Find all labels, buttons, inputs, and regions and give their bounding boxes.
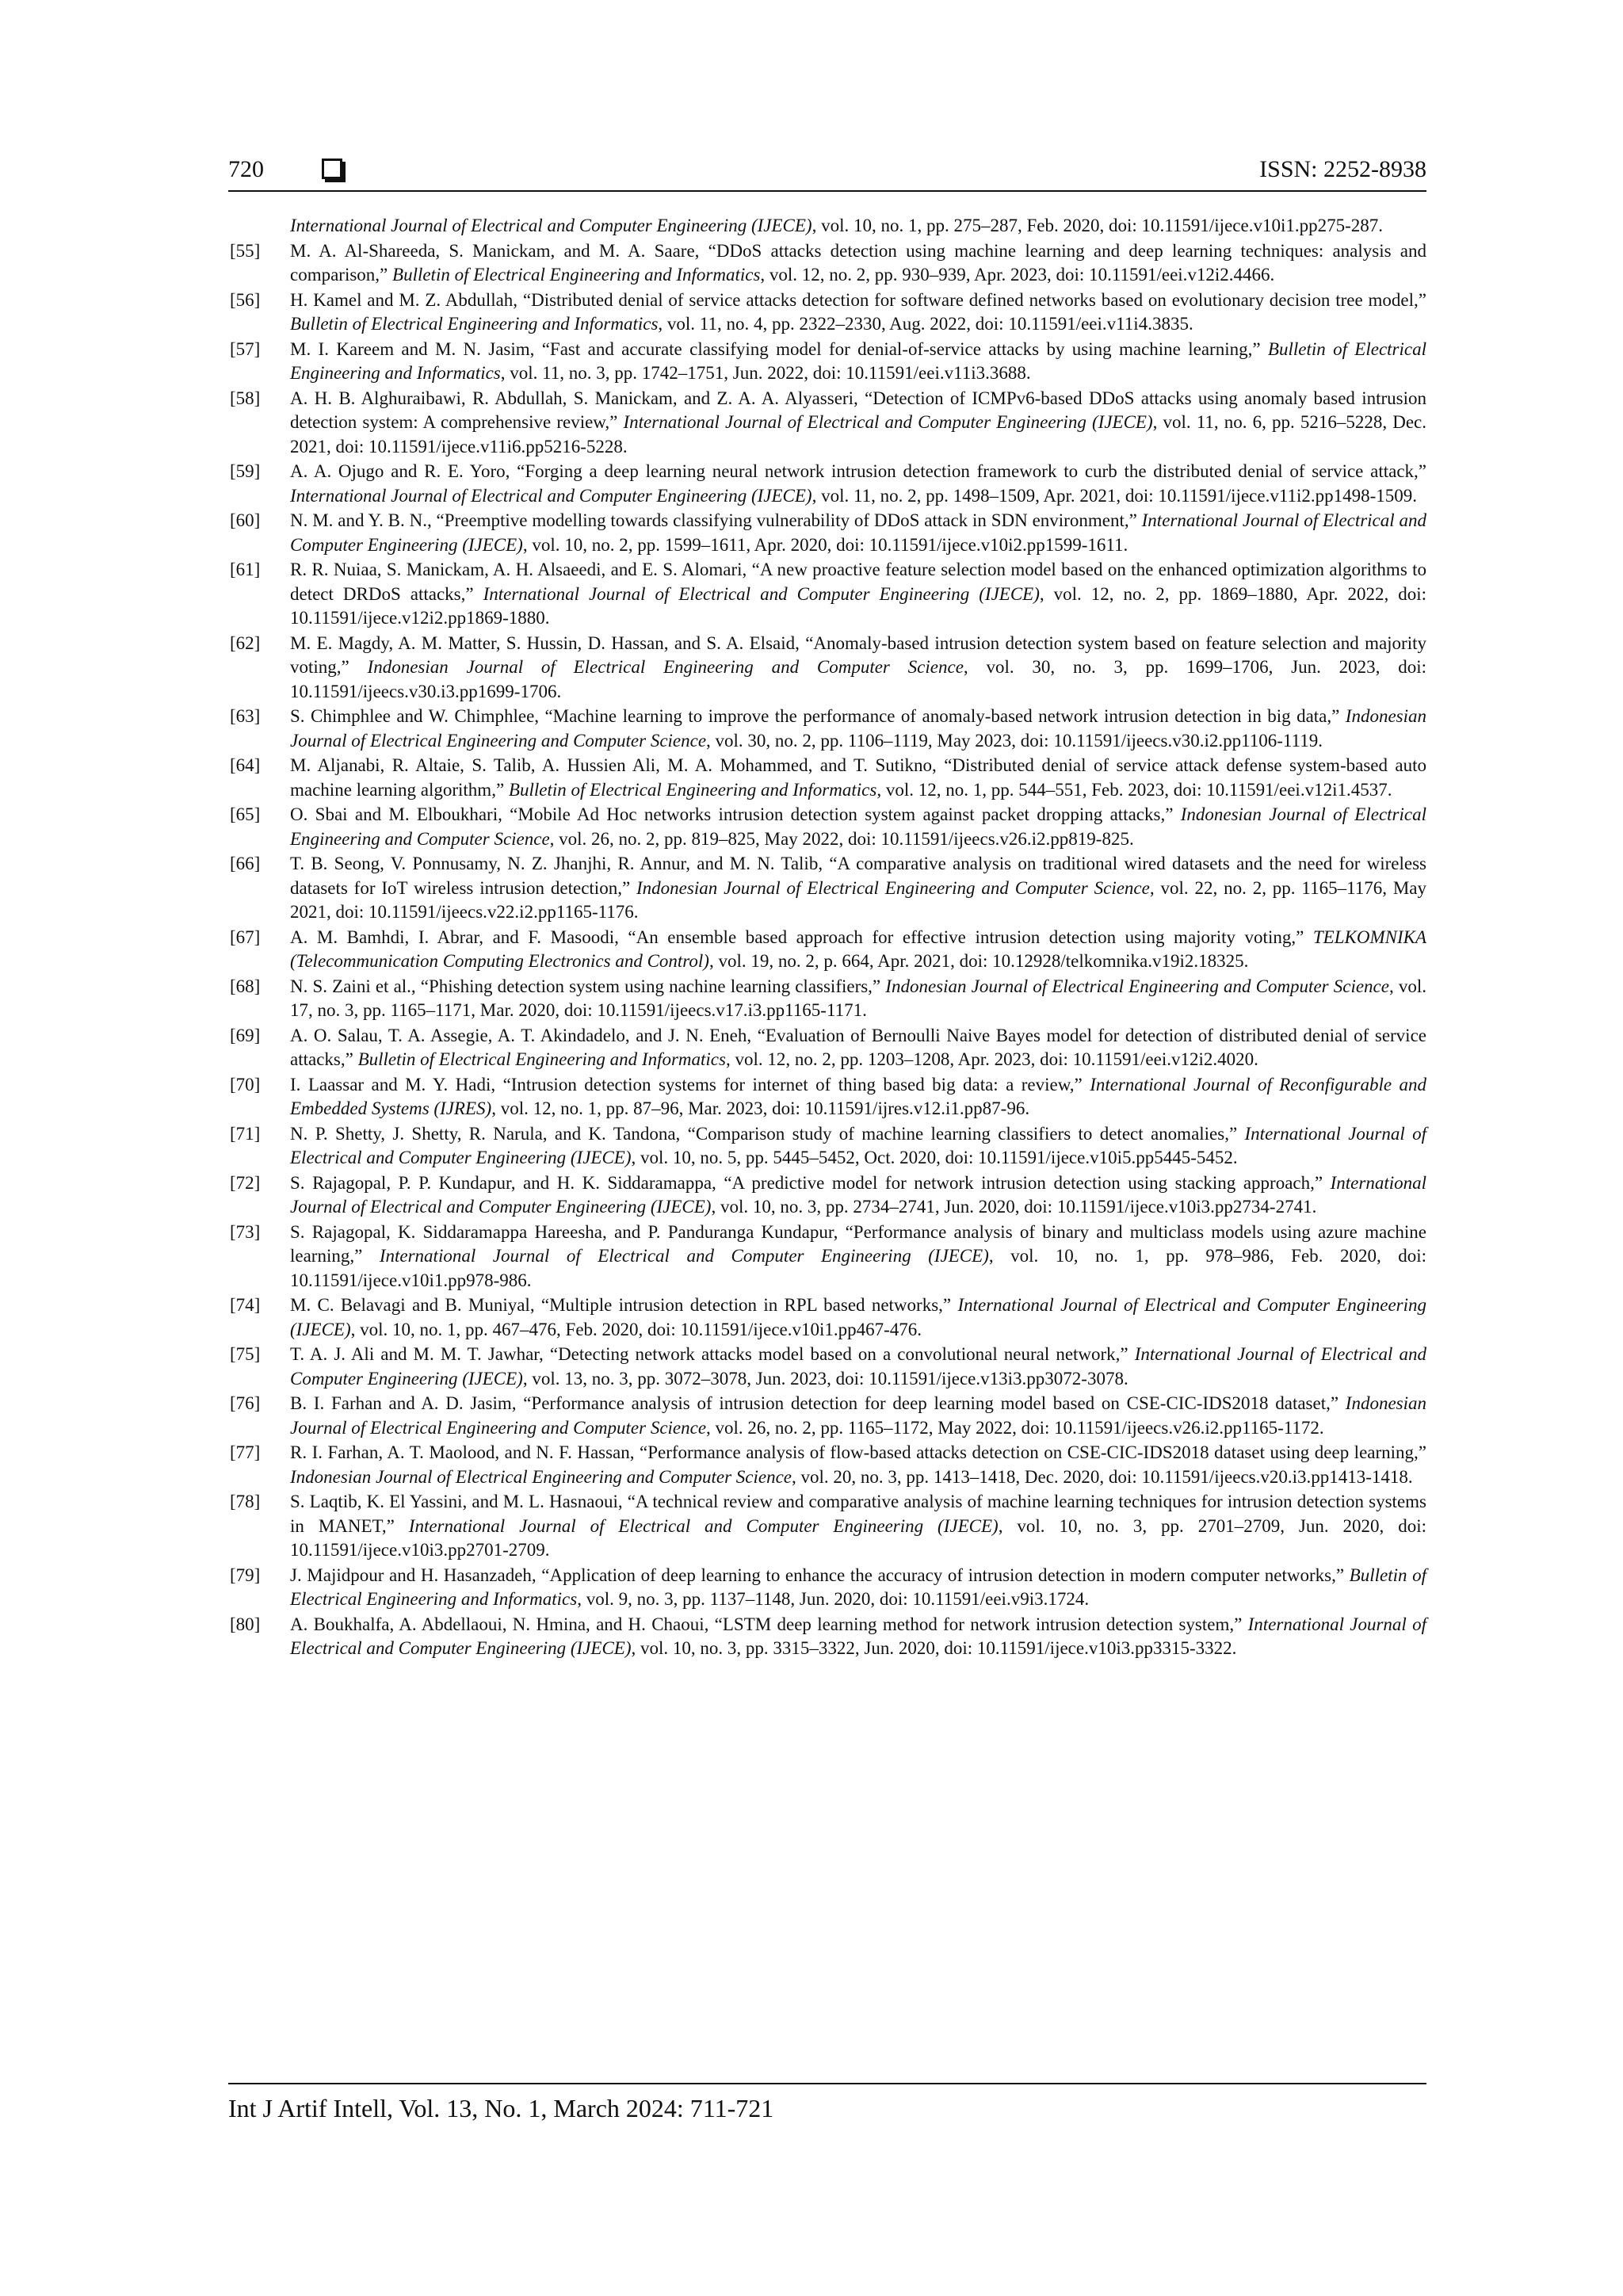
reference-item [228,754,1426,802]
reference-journal: TELKOMNIKA (Telecommunication Computing Electronics and Control) [290,926,1426,971]
reference-venue-details: , vol. 12, no. 2, pp. 930–939, Apr. 2023, doi: 10.11591/eei.v12i2.4466. [760,265,1275,285]
reference-venue-details: , vol. 17, no. 3, pp. 1165–1171, Mar. 2020, doi: 10.11591/ijeecs.v17.i3.pp1165-1171. [290,976,1426,1020]
reference-authors-title: H. Kamel and M. Z. Abdullah, “Distributed denial of service attacks detection for software defined networks based on evolutionary decision tree model,” [290,289,1426,310]
reference-authors-title: A. Boukhalfa, A. Abdellaoui, N. Hmina, and H. Chaoui, “LSTM deep learning method for network intrusion detection system,” [290,1614,1248,1634]
reference-item [228,1024,1426,1072]
reference-venue-details: , vol. 20, no. 3, pp. 1413–1418, Dec. 2020, doi: 10.11591/ijeecs.v20.i3.pp1413-1418. [792,1466,1413,1487]
reference-authors-title: S. Chimphlee and W. Chimphlee, “Machine learning to improve the performance of anomaly-based network intrusion detection in big data,” [290,706,1346,726]
reference-journal: International Journal of Electrical and Computer Engineering (IJECE) [408,1515,999,1536]
reference-item [228,338,1426,386]
reference-item [228,509,1426,557]
reference-number: [73] [230,1221,261,1242]
reference-journal: International Journal of Electrical and Computer Engineering (IJECE) [290,510,1426,555]
reference-authors-title: T. B. Seong, V. Ponnusamy, N. Z. Jhanjhi, R. Annur, and M. N. Talib, “A comparative analysis on traditional wired datasets and the need for wireless datasets for IoT wireless intrusion detection,” [290,854,1426,898]
reference-authors-title: A. O. Salau, T. A. Assegie, A. T. Akindadelo, and J. N. Eneh, “Evaluation of Bernoulli Naive Bayes model for detection of distributed denial of service attacks,” [290,1025,1426,1069]
reference-item [228,1073,1426,1121]
reference-number: [63] [230,706,261,726]
reference-authors-title: O. Sbai and M. Elboukhari, “Mobile Ad Hoc networks intrusion detection system against packet dropping attacks,” [290,804,1181,824]
reference-authors-title: T. A. J. Ali and M. M. T. Jawhar, “Detecting network attacks model based on a convolutional neural network,” [290,1344,1135,1364]
reference-number: [76] [230,1393,261,1413]
footer-rule [228,2083,1426,2084]
issn: ISSN: 2252-8938 [1259,156,1426,182]
reference-journal: International Journal of Electrical and Computer Engineering (IJECE) [290,1344,1426,1389]
reference-venue-details: , vol. 12, no. 2, pp. 1203–1208, Apr. 2023, doi: 10.11591/eei.v12i2.4020. [725,1049,1258,1069]
reference-journal: Bulletin of Electrical Engineering and Informatics [392,265,761,285]
reference-item [228,1221,1426,1293]
reference-number: [78] [230,1492,261,1511]
reference-venue-details: , vol. 12, no. 1, pp. 87–96, Mar. 2023, doi: 10.11591/ijres.v12.i1.pp87-96. [491,1098,1030,1118]
reference-authors-title: S. Rajagopal, K. Siddaramappa Hareesha, and P. Panduranga Kundapur, “Performance analysis of binary and multiclass models using azure machine learning,” [290,1221,1426,1266]
reference-authors-title: B. I. Farhan and A. D. Jasim, “Performance analysis of intrusion detection for deep learning model based on CSE-CIC-IDS2018 dataset,” [290,1393,1346,1413]
reference-venue-details: , vol. 26, no. 2, pp. 1165–1172, May 2022, doi: 10.11591/ijeecs.v26.i2.pp1165-1172. [706,1417,1324,1438]
reference-item [228,1613,1426,1661]
reference-venue-details: , vol. 11, no. 3, pp. 1742–1751, Jun. 2022, doi: 10.11591/eei.v11i3.3688. [500,363,1031,383]
reference-item [228,387,1426,460]
reference-number: [69] [230,1025,261,1045]
reference-authors-title: S. Rajagopal, P. P. Kundapur, and H. K. Siddaramappa, “A predictive model for network intrusion detection using stacking approach,” [290,1172,1331,1193]
reference-authors-title: M. E. Magdy, A. M. Matter, S. Hussin, D. Hassan, and S. A. Elsaid, “Anomaly-based intrusion detection system based on feature selection and majority voting,” [290,632,1426,677]
reference-item [228,1441,1426,1489]
footer-citation: Int J Artif Intell, Vol. 13, No. 1, March 2024: 711-721 [228,2094,774,2122]
reference-number: [79] [230,1564,261,1585]
reference-number: [75] [230,1344,261,1364]
reference-venue-details: , vol. 19, no. 2, p. 664, Apr. 2021, doi: 10.12928/telkomnika.v19i2.18325. [708,951,1249,971]
reference-number: [74] [230,1295,261,1315]
reference-venue-details: , vol. 11, no. 2, pp. 1498–1509, Apr. 2021, doi: 10.11591/ijece.v11i2.pp1498-1509. [812,485,1418,506]
reference-item [228,852,1426,925]
reference-journal: Bulletin of Electrical Engineering and Informatics [290,314,659,334]
reference-venue-details: , vol. 11, no. 6, pp. 5216–5228, Dec. 2021, doi: 10.11591/ijece.v11i6.pp5216-5228. [290,412,1427,457]
reference-number: [71] [230,1123,261,1144]
reference-venue-details: , vol. 9, no. 3, pp. 1137–1148, Jun. 2020, doi: 10.11591/eei.v9i3.1724. [577,1589,1090,1609]
reference-journal: Indonesian Journal of Electrical Engineering and Computer Science [290,804,1426,849]
reference-venue-details: , vol. 30, no. 2, pp. 1106–1119, May 2023, doi: 10.11591/ijeecs.v30.i2.pp1106-1119. [706,730,1323,751]
reference-number: [55] [230,240,261,261]
reference-number: [62] [230,632,261,653]
reference-journal: Indonesian Journal of Electrical Engineering and Computer Science [290,1466,792,1487]
reference-authors-title: N. S. Zaini et al., “Phishing detection system using nachine learning classifiers,” [290,976,886,996]
reference-item [228,558,1426,631]
reference-journal: International Journal of Reconfigurable and Embedded Systems (IJRES) [290,1074,1426,1118]
reference-journal: Bulletin of Electrical Engineering and Informatics [290,1564,1426,1609]
reference-journal: Indonesian Journal of Electrical Engineering and Computer Science [885,976,1389,996]
reference-item [228,214,1426,239]
reference-journal: Bulletin of Electrical Engineering and Informatics [508,779,877,800]
reference-journal: International Journal of Electrical and Computer Engineering (IJECE) [290,1172,1426,1217]
reference-number: [68] [230,976,261,996]
reference-item [228,803,1426,851]
reference-venue-details: , vol. 22, no. 2, pp. 1165–1176, May 2021, doi: 10.11591/ijeecs.v22.i2.pp1165-1176. [290,877,1426,922]
reference-venue-details: , vol. 10, no. 1, pp. 275–287, Feb. 2020, doi: 10.11591/ijece.v10i1.pp275-287. [812,216,1383,235]
reference-journal: International Journal of Electrical and Computer Engineering (IJECE) [623,412,1153,432]
reference-number: [61] [230,560,261,579]
reference-number: [80] [230,1614,261,1634]
reference-authors-title: A. H. B. Alghuraibawi, R. Abdullah, S. Manickam, and Z. A. A. Alyasseri, “Detection of ICMPv6-based DDoS attacks using anomaly based intrusion detection system: A comprehensive review,” [290,388,1426,432]
reference-item [228,288,1426,337]
reference-number: [58] [230,388,261,408]
reference-journal: International Journal of Electrical and Computer Engineering (IJECE) [290,1123,1426,1167]
reference-authors-title: N. M. and Y. B. N., “Preemptive modelling towards classifying vulnerability of DDoS attack in SDN environment,” [290,510,1142,530]
reference-number: [77] [230,1442,261,1462]
reference-journal: Indonesian Journal of Electrical Engineering and Computer Science [367,657,964,677]
reference-authors-title: J. Majidpour and H. Hasanzadeh, “Application of deep learning to enhance the accuracy of intrusion detection in modern computer networks,” [290,1564,1350,1585]
header-rule [228,190,1426,192]
reference-venue-details: , vol. 12, no. 2, pp. 1869–1880, Apr. 2022, doi: 10.11591/ijece.v12i2.pp1869-1880. [290,583,1427,628]
reference-list [228,214,1426,1662]
reference-number: [60] [230,510,261,530]
reference-journal: Bulletin of Electrical Engineering and Informatics [357,1049,726,1069]
reference-authors-title: R. R. Nuiaa, S. Manickam, A. H. Alsaeedi, and E. S. Alomari, “A new proactive feature selection model based on the enhanced optimization algorithms to detect DRDoS attacks,” [290,560,1426,604]
reference-item [228,926,1426,974]
reference-journal: Bulletin of Electrical Engineering and Informatics [290,338,1426,383]
reference-item [228,1392,1426,1440]
reference-number: [67] [230,926,261,947]
reference-venue-details: , vol. 10, no. 5, pp. 5445–5452, Oct. 2020, doi: 10.11591/ijece.v10i5.pp5445-5452. [631,1148,1238,1167]
reference-journal: International Journal of Electrical and Computer Engineering (IJECE) [379,1246,989,1266]
reference-authors-title: M. I. Kareem and M. N. Jasim, “Fast and accurate classifying model for denial-of-service attacks by using machine learning,” [290,338,1268,359]
reference-venue-details: , vol. 10, no. 3, pp. 2701–2709, Jun. 2020, doi: 10.11591/ijece.v10i3.pp2701-2709. [290,1515,1426,1560]
reference-venue-details: , vol. 10, no. 2, pp. 1599–1611, Apr. 2020, doi: 10.11591/ijece.v10i2.pp1599-1611. [522,534,1128,555]
reference-item [228,1564,1426,1612]
reference-venue-details: , vol. 12, no. 1, pp. 544–551, Feb. 2023, doi: 10.11591/eei.v12i1.4537. [876,779,1392,800]
reference-journal: Indonesian Journal of Electrical Engineering and Computer Science [290,1393,1426,1438]
reference-authors-title: M. Aljanabi, R. Altaie, S. Talib, A. Hussien Ali, M. A. Mohammed, and T. Sutikno, “Distributed denial of service attack defense system-based auto machine learning algorithm,” [290,755,1426,800]
reference-number: [70] [230,1074,261,1095]
reference-number: [57] [230,338,261,359]
reference-item [228,239,1426,288]
reference-item [228,705,1426,753]
reference-journal: International Journal of Electrical and Computer Engineering (IJECE) [290,485,812,506]
reference-item [228,1343,1426,1391]
reference-journal: International Journal of Electrical and Computer Engineering (IJECE) [290,1614,1426,1658]
reference-venue-details: , vol. 10, no. 3, pp. 2734–2741, Jun. 2020, doi: 10.11591/ijece.v10i3.pp2734-2741. [711,1197,1317,1217]
reference-number: [65] [230,804,261,824]
reference-venue-details: , vol. 10, no. 1, pp. 467–476, Feb. 2020, doi: 10.11591/ijece.v10i1.pp467-476. [350,1319,922,1339]
reference-journal: International Journal of Electrical and Computer Engineering (IJECE) [290,216,812,235]
reference-number: [72] [230,1172,261,1193]
reference-authors-title: S. Laqtib, K. El Yassini, and M. L. Hasnaoui, “A technical review and comparative analysis of machine learning techniques for intrusion detection systems in MANET,” [290,1492,1426,1536]
reference-venue-details: , vol. 11, no. 4, pp. 2322–2330, Aug. 2022, doi: 10.11591/eei.v11i4.3835. [658,314,1193,334]
reference-authors-title: M. A. Al-Shareeda, S. Manickam, and M. A. Saare, “DDoS attacks detection using machine learning and deep learning techniques: analysis and comparison,” [290,240,1426,285]
reference-journal: International Journal of Electrical and Computer Engineering (IJECE) [483,583,1040,604]
reference-venue-details: , vol. 10, no. 1, pp. 978–986, Feb. 2020, doi: 10.11591/ijece.v10i1.pp978-986. [290,1246,1427,1290]
reference-authors-title: R. I. Farhan, A. T. Maolood, and N. F. Hassan, “Performance analysis of flow-based attacks detection on CSE-CIC-IDS2018 dataset using deep learning,” [290,1442,1426,1462]
reference-authors-title: N. P. Shetty, J. Shetty, R. Narula, and K. Tandona, “Comparison study of machine learning classifiers to detect anomalies,” [290,1123,1245,1144]
reference-item [228,975,1426,1023]
reference-authors-title: M. C. Belavagi and B. Muniyal, “Multiple intrusion detection in RPL based networks,” [290,1295,958,1315]
reference-number: [59] [230,461,261,481]
reference-number: [66] [230,854,261,873]
reference-venue-details: , vol. 30, no. 3, pp. 1699–1706, Jun. 2023, doi: 10.11591/ijeecs.v30.i3.pp1699-1706. [290,657,1426,701]
reference-item [228,1490,1426,1563]
reference-journal: Indonesian Journal of Electrical Engineering and Computer Science [290,706,1426,751]
reference-item [228,460,1426,508]
reference-venue-details: , vol. 13, no. 3, pp. 3072–3078, Jun. 2023, doi: 10.11591/ijece.v13i3.pp3072-3078. [522,1368,1128,1389]
reference-item [228,1171,1426,1220]
reference-venue-details: , vol. 26, no. 2, pp. 819–825, May 2022, doi: 10.11591/ijeecs.v26.i2.pp819-825. [549,828,1134,849]
page-header [228,155,1426,190]
reference-item [228,1293,1426,1342]
reference-number: [64] [230,755,261,775]
reference-item [228,1122,1426,1171]
reference-journal: Indonesian Journal of Electrical Engineering and Computer Science [636,877,1150,898]
reference-item [228,632,1426,705]
reference-authors-title: A. A. Ojugo and R. E. Yoro, “Forging a deep learning neural network intrusion detection framework to curb the distributed denial of service attack,” [290,461,1426,481]
page-number: 720 [228,156,264,182]
reference-authors-title: I. Laassar and M. Y. Hadi, “Intrusion detection systems for internet of thing based big data: a review,” [290,1074,1090,1095]
checkbox-square-icon [322,159,342,179]
reference-venue-details: , vol. 10, no. 3, pp. 3315–3322, Jun. 2020, doi: 10.11591/ijece.v10i3.pp3315-3322. [631,1638,1237,1658]
reference-number: [56] [230,289,261,310]
reference-journal: International Journal of Electrical and Computer Engineering (IJECE) [290,1295,1426,1339]
reference-authors-title: A. M. Bamhdi, I. Abrar, and F. Masoodi, “An ensemble based approach for effective intrusion detection using majority voting,” [290,926,1313,947]
